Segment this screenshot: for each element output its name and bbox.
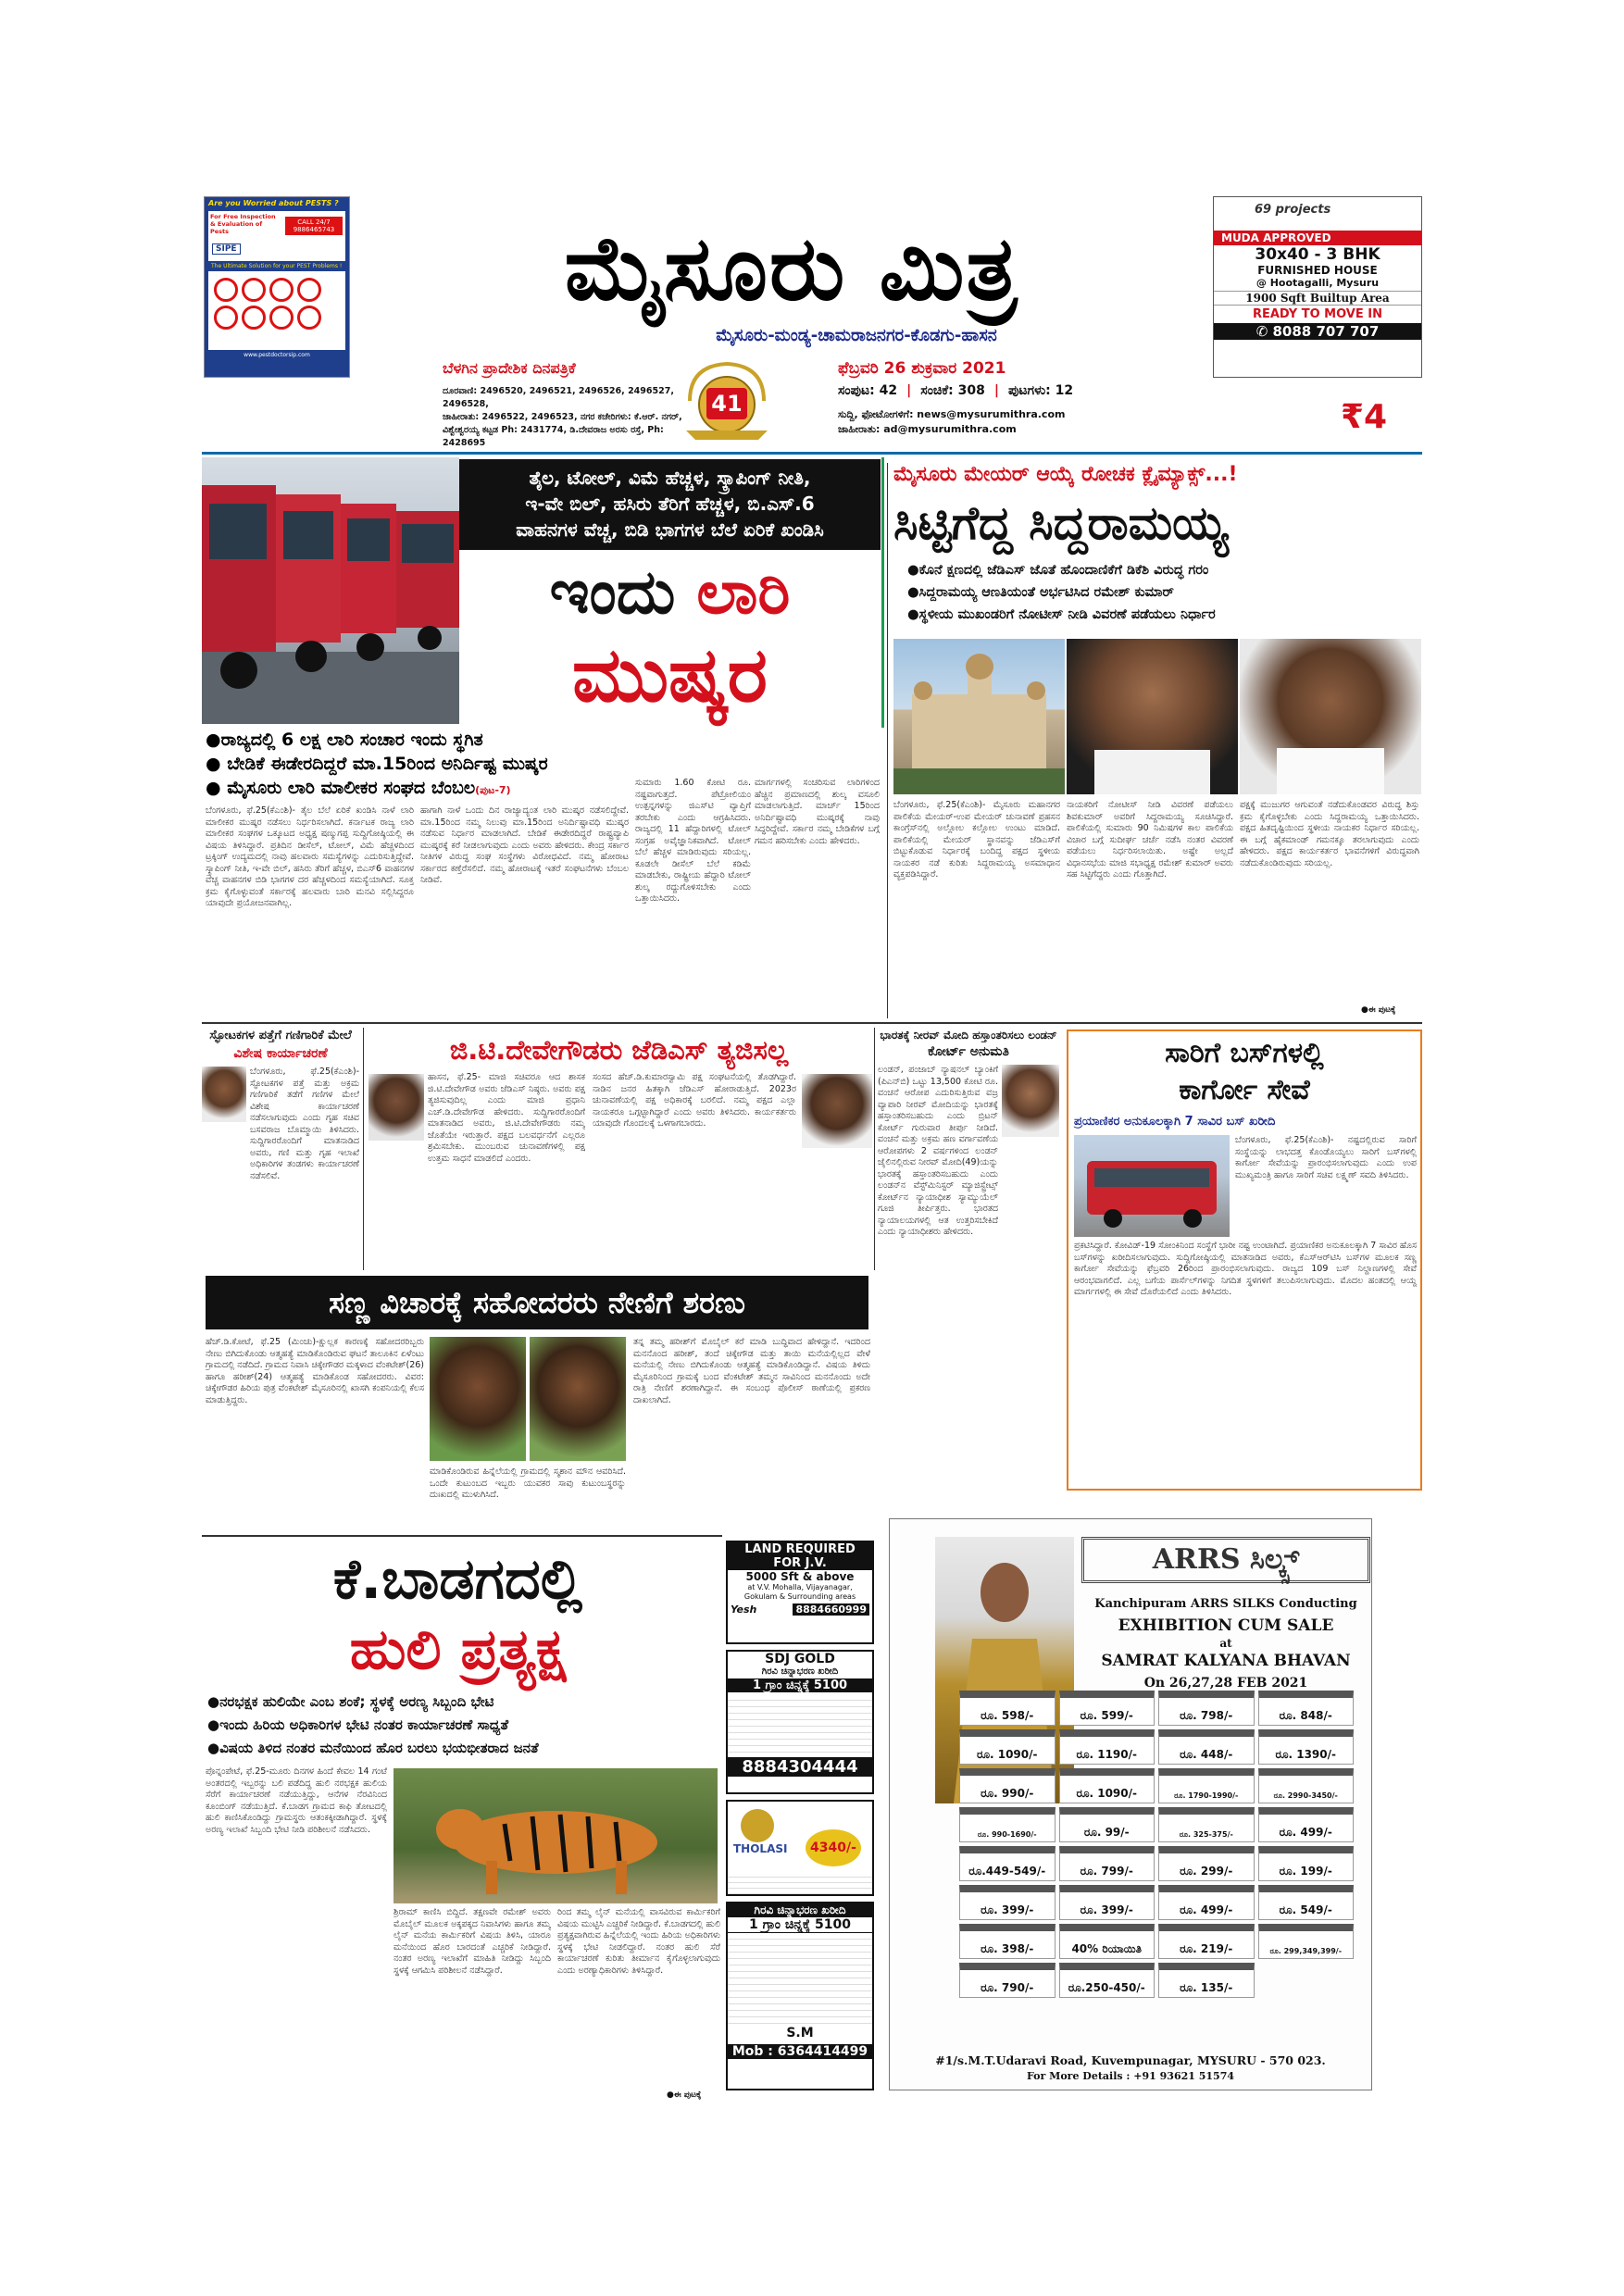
page-count: ಪುಟಗಳು: 12 [1008, 383, 1074, 398]
mining-headline: ವಿಶೇಷ ಕಾರ್ಯಾಚರಣೆ [233, 1046, 328, 1061]
arrs-price-grid [959, 1691, 1354, 2005]
ad-tholasi-price: 4340/- [806, 1829, 861, 1866]
no-pest-icon [269, 306, 294, 330]
masthead-date: ಫೆಬ್ರವರಿ 26 ಶುಕ್ರವಾರ 2021 [838, 359, 1006, 378]
arrs-price-cell: ರೂ. 399/- [959, 1885, 1056, 1920]
price: ₹4 [1341, 398, 1388, 436]
mining-body: ಬೆಂಗಳೂರು, ಫೆ.25(ಕೆಎಂಶಿ)- ಸ್ಫೋಟಕಗಳ ಪತ್ತೆ ಮತ್ತು ಅಕ್ರಮ ಗಣಿಗಾರಿಕೆ ತಡೆಗೆ ಗಣಿಗಳ ಮೇಲೆ ವಿಶೇಷ ಕಾರ್ಯಾಚರಣೆ ನಡೆಸಲಾಗುವುದು ಎಂದು ಗೃಹ ಸಚಿವ ಬಸವರಾಜ ಬೊಮ್ಮಾಯಿ ತಿಳಿಸಿದರು. ಸುದ್ದಿಗಾರರೊಂದಿಗೆ ಮಾತನಾಡಿದ ಅವರು, ಗಣಿ ಮತ್ತು ಗೃಹ ಇಲಾಖೆ ಅಧಿಕಾರಿಗಳ ತಂಡಗಳು ಕಾರ್ಯಾಚರಣೆ ನಡೆಸಲಿವೆ. [250, 1067, 359, 1181]
arrs-price-cell: ರೂ. 549/- [1258, 1885, 1355, 1920]
no-pest-icon [297, 306, 321, 330]
hd-devegowda-photo [802, 1074, 872, 1148]
row-divider [202, 1535, 722, 1537]
arrs-price-cell: ರೂ. 219/- [1158, 1924, 1255, 1959]
arrs-price-cell: ರೂ. 99/- [1059, 1807, 1156, 1842]
tiger-bullet-2: ●ಇಂದು ಹಿರಿಯ ಅಧಿಕಾರಿಗಳ ಭೇಟಿ ನಂತರ ಕಾರ್ಯಾಚರಣೆ ಸಾಧ್ಯತೆ [207, 1716, 509, 1733]
lorry-bullet-3-ref: (ಪುಟ-7) [475, 784, 511, 796]
arrs-price-cell: 40% ರಿಯಾಯಿತಿ [1059, 1924, 1156, 1959]
arrs-contact: For More Details : +91 93621 51574 [1026, 2070, 1235, 2082]
ad-land-line1: LAND REQUIRED [728, 1542, 872, 1556]
gt-headline: ಜಿ.ಟಿ.ದೇವೇಗೌಡರು ಜೆಡಿಎಸ್ ತ್ಯಜಿಸಲ್ಲ [449, 1034, 789, 1066]
issue-number: ಸಂಚಿಕೆ: 308 [920, 383, 985, 398]
arrs-line2: EXHIBITION CUM SALE [1118, 1616, 1334, 1635]
ad-tholasi-logo [741, 1809, 774, 1842]
lorry-bullet-1: ●ರಾಜ್ಯದಲ್ಲಿ 6 ಲಕ್ಷ ಲಾರಿ ಸಂಚಾರ ಇಂದು ಸ್ಥಗಿತ [206, 730, 483, 750]
bus-photo [1074, 1135, 1230, 1237]
ad-pest-site: www.pestdoctorsip.com [244, 352, 310, 358]
nirav-modi-photo [1002, 1065, 1059, 1137]
masthead-subtitle: ಮೈಸೂರು-ಮಂಡ್ಯ-ಚಾಮರಾಜನಗರ-ಕೊಡಗು-ಹಾಸನ [716, 326, 997, 345]
arrs-line3: at [1219, 1637, 1232, 1650]
modi-kicker: ಭಾರತಕ್ಕೆ ನೀರವ್ ಮೋದಿ ಹಸ್ತಾಂತರಿಸಲು ಲಂಡನ್ [880, 1029, 1057, 1042]
ad-pest-control [204, 196, 350, 378]
lorry-body-col4: ಮಾರ್ಗಗಳಲ್ಲಿ ಸಂಚರಿಸುವ ಲಾರಿಗಳಿಂದ ಹೆಚ್ಚಿನ ಪ್ರಮಾಣದಲ್ಲಿ ಶುಲ್ಕ ವಸೂಲಿ ಮಾಡಲಾಗುತ್ತಿದೆ. ಮಾರ್ಚ್ 15ರಿಂದ ಅನಿರ್ದಿಷ್ಟಾವಧಿ ಮುಷ್ಕರಕ್ಕೆ ನಾವು ಸಿದ್ಧರಿದ್ದೇವೆ. ಸರ್ಕಾರ ನಮ್ಮ ಬೇಡಿಕೆಗಳ ಬಗ್ಗೆ ಗಮನ ಹರಿಸಬೇಕು ಎಂದು ಹೇಳಿದರು. [755, 778, 880, 846]
siddaramaiah-body-col2: ನಾಯಕರಿಗೆ ನೋಟೀಸ್ ನೀಡಿ ವಿವರಣೆ ಪಡೆಯಲು ಶಿವಕುಮಾರ್ ಅವರಿಗೆ ಸಿದ್ದರಾಮಯ್ಯ ಸೂಚಿಸಿದ್ದಾರೆ. ಪಾಲಿಕೆಯಲ್ಲಿ ಸುಮಾರು 90 ನಿಮಿಷಗಳ ಕಾಲ ಪಾಲಿಕೆಯ ವಿಚಾರ ಬಗ್ಗೆ ಸುದೀರ್ಘ ಚರ್ಚೆ ನಡೆಸಿ ನಂತರ ವಿವರಣೆ ಪಡೆಯಲು ನಿರ್ಧರಿಸಲಾಯಿತು. ಅಷ್ಟೇ ಅಲ್ಲದೆ ವಿಧಾನಸಭೆಯ ಮಾಜಿ ಸಭಾಧ್ಯಕ್ಷ ರಮೇಶ್ ಕುಮಾರ್ ಅವರು ಸಹ ಸಿಟ್ಟಿಗೆದ್ದರು ಎಂದು ಗೊತ್ತಾಗಿದೆ. [1067, 800, 1233, 880]
tiger-body-col2: ಶ್ರಿರಾಮ್ ಕಾಣಿಸಿ ಬಿದ್ದಿದೆ. ತಕ್ಷಣವೇ ರಮೇಶ್ ಅವರು ಮೊಬೈಲ್ ಮೂಲಕ ಅಕ್ಕಪಕ್ಕದ ನಿವಾಸಿಗಳು ಹಾಗೂ ತಮ್ಮ ಲೈನ್ ಮನೆಯ ಕಾರ್ಮಿಕರಿಗೆ ವಿಷಯ ತಿಳಿಸಿ, ಯಾರೂ ಮನೆಯಿಂದ ಹೊರ ಬಾರದಂತೆ ಎಚ್ಚರಿಕೆ ನೀಡಿದ್ದಾರೆ. ನಂತರ ಅರಣ್ಯ ಇಲಾಖೆಗೆ ಮಾಹಿತಿ ನೀಡಿದ್ದು ಸಿಬ್ಬಂದಿ ಸ್ಥಳಕ್ಕೆ ಆಗಮಿಸಿ ಪರಿಶೀಲನೆ ನಡೆಸಿದ್ದಾರೆ. [394, 1907, 551, 1976]
ad-gold2-line1: ಗಿರವಿ ಚಿನ್ನಾಭರಣ ಖರೀದಿ [728, 1903, 872, 1917]
dk-shivakumar-photo [1067, 639, 1238, 794]
ad-69-furnished: FURNISHED HOUSE [1257, 264, 1378, 277]
bus-headline [1072, 1035, 1417, 1109]
ad-pest-brand: SIPE [212, 243, 241, 255]
bus-body-col1: ಬೆಂಗಳೂರು, ಫೆ.25(ಕೆಎಂಶಿ)- ನಷ್ಟದಲ್ಲಿರುವ ಸಾರಿಗೆ ಸಂಸ್ಥೆಯನ್ನು ಲಾಭದತ್ತ ಕೊಂಡೊಯ್ಯಲು ಸಾರಿಗೆ ಬಸ್‌ಗಳಲ್ಲಿ ಕಾರ್ಗೋ ಸೇವೆಯನ್ನು ಪ್ರಾರಂಭಿಸಲಾಗುವುದು ಎಂದು ಉಪ ಮುಖ್ಯಮಂತ್ರಿ ಹಾಗೂ ಸಾರಿಗೆ ಸಚಿವ ಲಕ್ಷ್ಮಣ್ ಸವದಿ ತಿಳಿಸಿದರು. [1235, 1135, 1417, 1180]
ad-sdj-phone: 8884304444 [728, 1757, 872, 1777]
lorry-headline-part1: ಇಂದು [549, 556, 676, 628]
ad-pest-line1: Are you Worried about PESTS ? [208, 199, 339, 207]
mining-kicker: ಸ್ಫೋಟಕಗಳ ಪತ್ತೆಗೆ ಗಣಿಗಾರಿಕೆ ಮೇಲೆ [209, 1029, 352, 1042]
arrs-price-cell: ರೂ. 399/- [1059, 1885, 1156, 1920]
column-divider [887, 463, 888, 1018]
no-pest-icon [214, 278, 238, 302]
lorry-kicker-line1: ತೈಲ, ಟೋಲ್, ವಿಮೆ ಹೆಚ್ಚಳ, ಸ್ಕ್ರಾಪಿಂಗ್ ನೀತಿ, [529, 467, 811, 489]
lorry-photo [202, 457, 459, 724]
tiger-headline-line1: ಕೆ.ಬಾಡಗದಲ್ಲಿ [332, 1547, 583, 1612]
volume: ಸಂಪುಟ: 42 [838, 383, 898, 398]
ad-69-brand: 69 projects [1255, 203, 1331, 217]
venkatesh-photo [430, 1337, 526, 1461]
ad-69-approved: MUDA APPROVED [1214, 231, 1421, 245]
arrs-price-cell: ರೂ. 799/- [1059, 1846, 1156, 1881]
no-pest-icon [242, 278, 266, 302]
ad-69-area: 1900 Sqft Builtup Area [1214, 291, 1421, 306]
ad-sdj-line3: 1 ಗ್ರಾಂ ಚಿನ್ನಕ್ಕೆ 5100 [728, 1678, 872, 1692]
masthead-title: ಮೈಸೂರು ಮಿತ್ರ [564, 217, 1019, 320]
arrs-price-cell: ರೂ. 599/- [1059, 1691, 1156, 1726]
masthead-tagline: ಬೆಳಗಿನ ಪ್ರಾದೇಶಿಕ ದಿನಪತ್ರಿಕೆ [443, 359, 576, 377]
arrs-line4: SAMRAT KALYANA BHAVAN [1101, 1652, 1351, 1670]
palace-photo [893, 639, 1065, 794]
arrs-price-cell: ರೂ. 299/- [1158, 1846, 1255, 1881]
arrs-price-cell: ರೂ. 598/- [959, 1691, 1056, 1726]
ad-pest-tagline: The Ultimate Solution for your PEST Problems ! [208, 261, 345, 271]
bus-headline-line1: ಸಾರಿಗೆ ಬಸ್‌ಗಳಲ್ಲಿ [1165, 1037, 1324, 1069]
phones-line1: ದೂರವಾಣಿ: 2496520, 2496521, 2496526, 2496527, 2496528, [443, 386, 674, 409]
anniversary-number: 41 [706, 388, 747, 419]
ad-69-size: 30x40 - 3 BHK [1255, 245, 1380, 264]
brothers-headline: ಸಣ್ಣ ವಿಚಾರಕ್ಕೆ ಸಹೋದರರು ನೇಣಿಗೆ ಶರಣು [206, 1276, 868, 1329]
ad-gold2-line2: 1 ಗ್ರಾಂ ಚಿನ್ನಕ್ಕೆ 5100 [728, 1917, 872, 1933]
no-pest-icon [214, 306, 238, 330]
ad-sdj-gold [726, 1650, 874, 1794]
tiger-body-col1: ಪೊನ್ನಂಪೇಟೆ, ಫೆ.25-ಮೂರು ದಿನಗಳ ಹಿಂದೆ ಕೇವಲ 14 ಗಂಟೆ ಅಂತರದಲ್ಲಿ ಇಬ್ಬರನ್ನು ಬಲಿ ಪಡೆದಿದ್ದ ಹುಲಿ ನರಭಕ್ಷಕ ಹುಲಿಯ ಸೆರೆಗೆ ಕಾರ್ಯಾಚರಣೆ ನಡೆಯುತ್ತಿದ್ದು, ಆನೆಗಳ ನೆರವಿನಿಂದ ಕೂಂಬಿಂಗ್ ನಡೆಯುತ್ತಿದೆ. ಕೆ.ಬಾಡಗ ಗ್ರಾಮದ ಕಾಫಿ ತೋಟದಲ್ಲಿ ಹುಲಿ ಕಾಣಿಸಿಕೊಂಡಿದ್ದು ಗ್ರಾಮಸ್ಥರು ಆತಂಕಕ್ಕೀಡಾಗಿದ್ದಾರೆ. ಸ್ಥಳಕ್ಕೆ ಅರಣ್ಯ ಇಲಾಖೆ ಸಿಬ್ಬಂದಿ ಭೇಟಿ ನೀಡಿ ಪರಿಶೀಲನೆ ನಡೆಸಿದರು. [206, 1766, 387, 1835]
tiger-headline-line2: ಹುಲಿ ಪ್ರತ್ಯಕ್ಷ [349, 1617, 567, 1682]
arrs-price-cell: ರೂ.250-450/- [1059, 1963, 1156, 1998]
harish-photo [530, 1337, 626, 1461]
arrs-price-cell: ರೂ. 299,349,399/- [1258, 1924, 1355, 1959]
arrs-price-cell: ರೂ. 135/- [1158, 1963, 1255, 1998]
ad-land-line3: 5000 Sft & above [745, 1570, 855, 1583]
arrs-price-cell: ರೂ. 199/- [1258, 1846, 1355, 1881]
siddaramaiah-photo [1240, 639, 1421, 794]
gt-body-col1: ಹಾಸನ, ಫೆ.25- ಮಾಜಿ ಸಚಿವರೂ ಆದ ಶಾಸಕ ಜಿ.ಟಿ.ದೇವೇಗೌಡ ಅವರು ಜೆಡಿಎಸ್ ನಿಷ್ಠರು. ಅವರು ಪಕ್ಷ ತ್ಯಜಿಸುವುದಿಲ್ಲ ಎಂದು ಮಾಜಿ ಪ್ರಧಾನಿ ಎಚ್.ಡಿ.ದೇವೇಗೌಡ ಹೇಳಿದರು. ಸುದ್ದಿಗಾರರೊಂದಿಗೆ ಮಾತನಾಡಿದ ಅವರು, ಜಿ.ಟಿ.ದೇವೇಗೌಡರು ನಮ್ಮ ಜೊತೆಯೇ ಇರುತ್ತಾರೆ. ಪಕ್ಷದ ಬಲವರ್ಧನೆಗೆ ಎಲ್ಲರೂ ಶ್ರಮಿಸಬೇಕು. ಮುಂಬರುವ ಚುನಾವಣೆಗಳಲ್ಲಿ ಪಕ್ಷ ಉತ್ತಮ ಸಾಧನೆ ಮಾಡಲಿದೆ ಎಂದರು. [428, 1072, 585, 1164]
arrs-price-cell: ರೂ. 1090/- [1059, 1768, 1156, 1803]
siddaramaiah-body-col3: ಪಕ್ಷಕ್ಕೆ ಮುಜುಗರ ಆಗುವಂತೆ ನಡೆದುಕೊಂಡವರ ವಿರುದ್ಧ ಶಿಸ್ತು ಕ್ರಮ ಕೈಗೊಳ್ಳಬೇಕು ಎಂದು ಸಿದ್ದರಾಮಯ್ಯ ಒತ್ತಾಯಿಸಿದರು. ಪಕ್ಷದ ಹಿತದೃಷ್ಟಿಯಿಂದ ಸ್ಥಳೀಯ ನಾಯಕರ ನಿರ್ಧಾರ ಸರಿಯಲ್ಲ. ಈ ಬಗ್ಗೆ ಹೈಕಮಾಂಡ್ ಗಮನಕ್ಕೂ ತರಲಾಗುವುದು ಎಂದು ಹೇಳಿದರು. ಪಕ್ಷದ ಕಾರ್ಯಕರ್ತರ ಭಾವನೆಗಳಿಗೆ ವಿರುದ್ಧವಾಗಿ ನಡೆದುಕೊಂಡಿರುವುದು ಸರಿಯಲ್ಲ. [1240, 800, 1419, 868]
ad-pest-line2: For Free Inspection & Evaluation of Pests [210, 213, 276, 235]
ad-gold-purchase [726, 1902, 874, 2090]
arrs-brand: ARRS ಸಿಲ್ಕ್ಸ್ [1081, 1537, 1370, 1583]
modi-headline: ಕೋರ್ಟ್ ಅನುಮತಿ [928, 1044, 1009, 1059]
gt-devegowda-photo [369, 1074, 424, 1141]
brothers-body-col1: ಹೆಚ್.ಡಿ.ಕೋಟೆ, ಫೆ.25 (ಮಿಂಚು)-ಕ್ಷುಲ್ಲಕ ಕಾರಣಕ್ಕೆ ಸಹೋದರರಿಬ್ಬರು ನೇಣು ಬಿಗಿದುಕೊಂಡು ಆತ್ಮಹತ್ಯೆ ಮಾಡಿಕೊಂಡಿರುವ ಘಟನೆ ತಾಲೂಕಿನ ಏಳೆಂಟು ಗ್ರಾಮದಲ್ಲಿ ನಡೆದಿದೆ. ಗ್ರಾಮದ ನಿವಾಸಿ ಚಿಕ್ಕೇಗೌಡರ ಮಕ್ಕಳಾದ ವೆಂಕಟೇಶ್(26) ಹಾಗೂ ಹರೀಶ್(24) ಆತ್ಮಹತ್ಯೆ ಮಾಡಿಕೊಂಡ ಸಹೋದರರು. ವಿವರ: ಚಿಕ್ಕೇಗೌಡರ ಹಿರಿಯ ಪುತ್ರ ವೆಂಕಟೇಶ್ ಮೈಸೂರಿನಲ್ಲಿ ಖಾಸಗಿ ಕಂಪನಿಯಲ್ಲಿ ಕೆಲಸ ಮಾಡುತ್ತಿದ್ದರು. [206, 1337, 424, 1405]
arrs-price-cell: ರೂ. 790/- [959, 1963, 1056, 1998]
contact-emails [838, 407, 1134, 437]
no-pest-icon [242, 306, 266, 330]
siddaramaiah-body-col1: ಬೆಂಗಳೂರು, ಫೆ.25(ಕೆಎಂಶಿ)- ಮೈಸೂರು ಮಹಾನಗರ ಪಾಲಿಕೆಯ ಮೇಯರ್-ಉಪ ಮೇಯರ್ ಚುನಾವಣೆ ಪ್ರಹಸನ ಕಾಂಗ್ರೆಸ್‌ನಲ್ಲಿ ಅಲ್ಲೋಲ ಕಲ್ಲೋಲ ಉಂಟು ಮಾಡಿದೆ. ಪಾಲಿಕೆಯಲ್ಲಿ ಮೇಯರ್ ಸ್ಥಾನವನ್ನು ಜೆಡಿಎಸ್‌ಗೆ ಬಿಟ್ಟುಕೊಡುವ ನಿರ್ಧಾರಕ್ಕೆ ಬಂದಿದ್ದ ಪಕ್ಷದ ಸ್ಥಳೀಯ ನಾಯಕರ ನಡೆ ಕುರಿತು ಸಿದ್ದರಾಮಯ್ಯ ಅಸಮಾಧಾನ ವ್ಯಕ್ತಪಡಿಸಿದ್ದಾರೆ. [893, 800, 1060, 880]
row-divider [202, 1022, 1422, 1024]
siddaramaiah-headline: ಸಿಟ್ಟಿಗೆದ್ದ ಸಿದ್ದರಾಮಯ್ಯ [893, 496, 1229, 550]
arrs-price-cell: ರೂ. 1390/- [1258, 1729, 1355, 1765]
arrs-price-cell: ರೂ. 798/- [1158, 1691, 1255, 1726]
lorry-body-col1: ಬೆಂಗಳೂರು, ಫೆ.25(ಕೆಎಂಶಿ)- ತೈಲ ಬೆಲೆ ಏರಿಕೆ ಖಂಡಿಸಿ ನಾಳೆ ಲಾರಿ ಮಾಲೀಕರ ಮುಷ್ಕರ ನಡೆಸಲು ನಿರ್ಧರಿಸಲಾಗಿದೆ. ಕರ್ನಾಟಕ ರಾಜ್ಯ ಲಾರಿ ಮಾಲೀಕರ ಸಂಘಗಳ ಒಕ್ಕೂಟದ ಅಧ್ಯಕ್ಷ ಷಣ್ಮುಗಪ್ಪ ಸುದ್ದಿಗೋಷ್ಠಿಯಲ್ಲಿ ಈ ವಿಷಯ ತಿಳಿಸಿದ್ದಾರೆ. ಪ್ರತಿದಿನ ಡೀಸೆಲ್, ಟೋಲ್, ವಿಮೆ ಹೆಚ್ಚಳದಿಂದ ಟ್ರಕ್ಕಿಂಗ್ ಉದ್ಯಮದಲ್ಲಿ ನಾವು ಹಲವಾರು ಸಮಸ್ಯೆಗಳನ್ನು ಎದುರಿಸುತ್ತಿದ್ದೇವೆ. ಸ್ಕ್ರಾಪಿಂಗ್ ನೀತಿ, ಇ-ವೇ ಬಿಲ್, ಹಸಿರು ತೆರಿಗೆ ಹೆಚ್ಚಳ, ಬಿಎಸ್6 ವಾಹನಗಳ ವೆಚ್ಚ ವಾಹನಗಳ ಬಿಡಿ ಭಾಗಗಳ ದರ ಹೆಚ್ಚಳದಿಂದ ಸಮಸ್ಯೆಯಾಗಿದೆ. ಸೂಕ್ತ ಕ್ರಮ ಕೈಗೊಳ್ಳುವಂತೆ ಸರ್ಕಾರಕ್ಕೆ ಹಲವಾರು ಬಾರಿ ಮನವಿ ಸಲ್ಲಿಸಿದ್ದರೂ ಯಾವುದೇ ಪ್ರಯೋಜನವಾಗಿಲ್ಲ. [206, 805, 414, 908]
bus-body-col2: ಪ್ರಕಟಿಸಿದ್ದಾರೆ. ಕೋವಿಡ್-19 ಸೋಂಕಿನಿಂದ ಸಂಸ್ಥೆಗೆ ಭಾರೀ ನಷ್ಟ ಉಂಟಾಗಿದೆ. ಪ್ರಯಾಣಿಕರ ಅನುಕೂಲಕ್ಕಾಗಿ 7 ಸಾವಿರ ಹೊಸ ಬಸ್‌ಗಳನ್ನು ಖರೀದಿಸಲಾಗುವುದು. ಸುದ್ದಿಗೋಷ್ಠಿಯಲ್ಲಿ ಮಾತನಾಡಿದ ಅವರು, ಕೆಎಸ್‌ಆರ್‌ಟಿಸಿ ಬಸ್‌ಗಳ ಮೂಲಕ ಸಣ್ಣ ಕಾರ್ಗೋ ಸೇವೆಯನ್ನು ಫೆಬ್ರವರಿ 26ರಿಂದ ಪ್ರಾರಂಭಿಸಲಾಗುವುದು. ರಾಜ್ಯದ 109 ಬಸ್ ನಿಲ್ದಾಣಗಳಲ್ಲಿ ಸೇವೆ ಆರಂಭವಾಗಲಿದೆ. ಎಲ್ಲ ಬಗೆಯ ಪಾರ್ಸೆಲ್‌ಗಳನ್ನು ನಿಗದಿತ ಸ್ಥಳಗಳಿಗೆ ತಲುಪಿಸಲಾಗುವುದು. ಮೊದಲ ಹಂತದಲ್ಲಿ ಆಯ್ದ ಮಾರ್ಗಗಳಲ್ಲಿ ಈ ಸೇವೆ ದೊರೆಯಲಿದೆ ಎಂದು ತಿಳಿಸಿದರು. [1074, 1241, 1417, 1297]
email-ads: ಜಾಹೀರಾತು: ad@mysurumithra.com [838, 423, 1017, 435]
lorry-bullet-2: ● ಬೇಡಿಕೆ ಈಡೇರದಿದ್ದರೆ ಮಾ.15ರಿಂದ ಅನಿರ್ದಿಷ್ಟ ಮುಷ್ಕರ [206, 754, 548, 774]
column-divider [874, 1028, 875, 1270]
arrs-price-cell: ರೂ. 499/- [1258, 1807, 1355, 1842]
ad-land-line2: FOR J.V. [728, 1556, 872, 1570]
lorry-kicker-line2: ಇ-ವೇ ಬಿಲ್, ಹಸಿರು ತೆರಿಗೆ ಹೆಚ್ಚಳ, ಬಿ.ಎಸ್.6 [525, 493, 815, 515]
arrs-price-cell: ರೂ. 1190/- [1059, 1729, 1156, 1765]
contact-phones [443, 385, 693, 450]
arrs-price-cell: ರೂ. 990-1690/- [959, 1807, 1056, 1842]
lorry-headline-rule [881, 457, 884, 728]
tiger-body-col3: ರಿಂದ ತಮ್ಮ ಲೈನ್ ಮನೆಯಲ್ಲಿ ವಾಸವಿರುವ ಕಾರ್ಮಿಕರಿಗೆ ವಿಷಯ ಮುಟ್ಟಿಸಿ ಎಚ್ಚರಿಕೆ ನೀಡಿದ್ದಾರೆ. ಕೆ.ಬಾಡಗದಲ್ಲಿ ಹುಲಿ ಪ್ರತ್ಯಕ್ಷವಾಗಿರುವ ಹಿನ್ನೆಲೆಯಲ್ಲಿ ಇಂದು ಹಿರಿಯ ಅಧಿಕಾರಿಗಳು ಸ್ಥಳಕ್ಕೆ ಭೇಟಿ ನೀಡಲಿದ್ದಾರೆ. ನಂತರ ಹುಲಿ ಸೆರೆ ಕಾರ್ಯಾಚರಣೆ ಕುರಿತು ತೀರ್ಮಾನ ಕೈಗೊಳ್ಳಲಾಗುವುದು ಎಂದು ಅರಣ್ಯಾಧಿಕಾರಿಗಳು ತಿಳಿಸಿದ್ದಾರೆ. [557, 1907, 720, 1976]
ad-land-brand: Yesh [731, 1603, 757, 1616]
bommai-photo [202, 1067, 246, 1122]
anniversary-emblem [681, 356, 773, 444]
bus-subhead: ಪ್ರಯಾಣಿಕರ ಅನುಕೂಲಕ್ಕಾಗಿ 7 ಸಾವಿರ ಬಸ್ ಖರೀದಿ [1074, 1115, 1276, 1129]
tiger-photo [394, 1768, 718, 1903]
ad-pest-call: CALL 24/7 [297, 218, 331, 226]
tiger-bullet-1: ●ನರಭಕ್ಷಕ ಹುಲಿಯೇ ಎಂಬ ಶಂಕೆ; ಸ್ಥಳಕ್ಕೆ ಅರಣ್ಯ ಸಿಬ್ಬಂದಿ ಭೇಟಿ [207, 1693, 494, 1710]
ad-tholasi-brand: THOLASI [733, 1842, 788, 1855]
arrs-text [1078, 1594, 1374, 1694]
separator: | [906, 383, 912, 398]
ad-land-phone: 8884660999 [793, 1603, 869, 1616]
tiger-headline [206, 1544, 710, 1685]
phones-line3: ವಿಶ್ವೇಶ್ವರಯ್ಯ ಕಟ್ಟಡ Ph: 2431774, ಡಿ.ದೇವರಾಜ ಅರಸು ರಸ್ತೆ, Ph: 2428695 [443, 425, 664, 448]
siddaramaiah-bullet-2: ●ಸಿದ್ದರಾಮಯ್ಯ ಆಣತಿಯಂತೆ ಅರ್ಭಟಿಸಿದ ರಮೇಶ್ ಕುಮಾರ್ [907, 585, 1174, 600]
siddaramaiah-bullets [907, 559, 1421, 626]
ad-gold2-phone: Mob : 6364414499 [728, 2044, 872, 2059]
arrs-price-cell: ರೂ. 499/- [1158, 1885, 1255, 1920]
tiger-bullets [207, 1691, 726, 1760]
arrs-line1: Kanchipuram ARRS SILKS Conducting [1094, 1597, 1357, 1611]
ad-69-phone: ✆ 8088 707 707 [1214, 323, 1421, 340]
arrs-price-cell: ರೂ. 1790-1990/- [1158, 1768, 1255, 1803]
lorry-body-col3: ಸುಮಾರು 1.60 ಕೋಟಿ ರೂ. ನಷ್ಟವಾಗುತ್ತದೆ. ಪೆಟ್ರೋಲಿಯಂ ಉತ್ಪನ್ನಗಳನ್ನು ಜಿಎಸ್‌ಟಿ ವ್ಯಾಪ್ತಿಗೆ ತರಬೇಕು ಎಂದು ಆಗ್ರಹಿಸಿದರು. ರಾಜ್ಯದಲ್ಲಿ 11 ಹೆದ್ದಾರಿಗಳಲ್ಲಿ ಟೋಲ್ ಸಂಗ್ರಹ ಅವೈಜ್ಞಾನಿಕವಾಗಿದೆ. ಟೋಲ್ ಬೆಲೆ ಹೆಚ್ಚಳ ಮಾಡಿರುವುದು ಸರಿಯಲ್ಲ. ಕೂಡಲೇ ಡೀಸೆಲ್ ಬೆಲೆ ಕಡಿಮೆ ಮಾಡಬೇಕು, ರಾಷ್ಟ್ರೀಯ ಹೆದ್ದಾರಿ ಟೋಲ್ ಶುಲ್ಕ ರದ್ದುಗೊಳಿಸಬೇಕು ಎಂದು ಒತ್ತಾಯಿಸಿದರು. [635, 778, 751, 904]
ad-sdj-line1: SDJ GOLD [765, 1652, 835, 1666]
column-divider [363, 1028, 364, 1270]
lorry-headline-part2: ಲಾರಿ [696, 556, 791, 628]
ad-sdj-line2: ಗಿರವಿ ಚಿನ್ನಾಭರಣ ಖರೀದಿ [761, 1666, 839, 1677]
modi-body: ಲಂಡನ್, ಪಂಜಾಬ್ ನ್ಯಾಷನಲ್ ಬ್ಯಾಂಕಿಗೆ (ಪಿಎನ್‌ಬಿ) ಒಟ್ಟು 13,500 ಕೋಟಿ ರೂ. ವಂಚನೆ ಆರೋಪ ಎದುರಿಸುತ್ತಿರುವ ವಜ್ರ ವ್ಯಾಪಾರಿ ನೀರವ್ ಮೋದಿಯನ್ನು ಭಾರತಕ್ಕೆ ಹಸ್ತಾಂತರಿಸಬಹುದು ಎಂದು ಬ್ರಿಟನ್ ಕೋರ್ಟ್ ಗುರುವಾರ ತೀರ್ಪು ನೀಡಿದೆ. ವಂಚನೆ ಮತ್ತು ಅಕ್ರಮ ಹಣ ವರ್ಗಾವಣೆಯ ಆರೋಪಗಳು 2 ವರ್ಷಗಳಿಂದ ಲಂಡನ್ ಜೈಲಿನಲ್ಲಿರುವ ನೀರವ್ ಮೋದಿ(49)ಯನ್ನು ಭಾರತಕ್ಕೆ ಹಸ್ತಾಂತರಿಸಬಹುದು ಎಂದು ಲಂಡನ್‌ನ ವೆಸ್ಟ್‌ಮಿನಿಸ್ಟರ್ ಮ್ಯಾಜಿಸ್ಟ್ರೇಟ್ಸ್ ಕೋರ್ಟ್‌ನ ನ್ಯಾಯಾಧೀಶ ಸ್ಯಾಮ್ಯುಯೆಲ್ ಗೂಜಿ ತೀರ್ಪಿತ್ತರು. ಭಾರತದ ನ್ಯಾಯಾಲಯಗಳಲ್ಲಿ ಆತ ಉತ್ತರಿಸಬೇಕಿದೆ ಎಂದು ನ್ಯಾಯಾಧೀಶರು ಹೇಳಿದರು. [878, 1065, 998, 1237]
no-pest-icon [297, 278, 321, 302]
tiger-byline: ●ಈ ಪುಟಕ್ಕೆ [667, 2090, 702, 2100]
gt-body-col2: ಸಂಸದ ಹೆಚ್.ಡಿ.ಕುಮಾರಸ್ವಾಮಿ ಪಕ್ಷ ಸಂಘಟನೆಯಲ್ಲಿ ತೊಡಗಿದ್ದಾರೆ. ನಾಡಿನ ಜನರ ಹಿತಕ್ಕಾಗಿ ಜೆಡಿಎಸ್ ಹೋರಾಡುತ್ತಿದೆ. 2023ರ ಚುನಾವಣೆಯಲ್ಲಿ ಪಕ್ಷ ಅಧಿಕಾರಕ್ಕೆ ಬರಲಿದೆ. ನಮ್ಮ ಪಕ್ಷದ ಎಲ್ಲಾ ನಾಯಕರೂ ಒಗ್ಗಟ್ಟಾಗಿದ್ದಾರೆ ಎಂದು ಅವರು ತಿಳಿಸಿದರು. ಕಾರ್ಯಕರ್ತರು ಯಾವುದೇ ಗೊಂದಲಕ್ಕೆ ಒಳಗಾಗಬಾರದು. [593, 1072, 796, 1129]
ad-69-projects [1213, 196, 1422, 378]
issue-line [838, 383, 1073, 398]
lorry-headline-line2: ಮುಷ್ಕರ [572, 631, 768, 719]
siddaramaiah-bullet-3: ●ಸ್ಥಳೀಯ ಮುಖಂಡರಿಗೆ ನೋಟೀಸ್ ನೀಡಿ ವಿವರಣೆ ಪಡೆಯಲು ನಿರ್ಧಾರ [907, 607, 1216, 622]
lorry-kicker-line3: ವಾಹನಗಳ ವೆಚ್ಚ, ಬಿಡಿ ಭಾಗಗಳ ಬೆಲೆ ಏರಿಕೆ ಖಂಡಿಸಿ [516, 518, 824, 541]
ad-land-line4: at V.V. Mohalla, Vijayanagar, Gokulam & Surrounding areas [743, 1583, 856, 1601]
siddaramaiah-byline: ●ಈ ಪುಟಕ್ಕೆ [1361, 1005, 1396, 1015]
brothers-body-col2: ತನ್ನ ತಮ್ಮ ಹರೀಶ್‌ಗೆ ಮೊಬೈಲ್ ಕರೆ ಮಾಡಿ ಬುದ್ಧಿವಾದ ಹೇಳಿದ್ದಾನೆ. ಇದರಿಂದ ಮನನೊಂದ ಹರೀಶ್, ತಂದೆ ಚಿಕ್ಕೇಗೌಡ ಮತ್ತು ತಾಯಿ ಮನೆಯಲ್ಲಿಲ್ಲದ ವೇಳೆ ಮನೆಯಲ್ಲಿ ನೇಣು ಬಿಗಿದುಕೊಂಡು ಆತ್ಮಹತ್ಯೆ ಮಾಡಿಕೊಂಡಿದ್ದಾನೆ. ವಿಷಯ ತಿಳಿದು ಮೈಸೂರಿನಿಂದ ಗ್ರಾಮಕ್ಕೆ ಬಂದ ವೆಂಕಟೇಶ್ ತಮ್ಮನ ಸಾವಿನಿಂದ ಮನನೊಂದು ಅದೇ ರಾತ್ರಿ ನೇಣಿಗೆ ಶರಣಾಗಿದ್ದಾನೆ. ಈ ಸಂಬಂಧ ಪೊಲೀಸ್ ಠಾಣೆಯಲ್ಲಿ ಪ್ರಕರಣ ದಾಖಲಾಗಿದೆ. [633, 1337, 870, 1405]
ad-69-location: @ Hootagalli, Mysuru [1255, 277, 1380, 289]
ad-pest-phone: 9886465743 [293, 226, 335, 233]
arrs-line5: On 26,27,28 FEB 2021 [1143, 1676, 1308, 1691]
arrs-price-cell: ರೂ. 448/- [1158, 1729, 1255, 1765]
separator: | [993, 383, 999, 398]
lorry-headline [459, 554, 881, 724]
tiger-bullet-3: ●ವಿಷಯ ತಿಳಿದ ನಂತರ ಮನೆಯಿಂದ ಹೊರ ಬರಲು ಭಯಭೀತರಾದ ಜನತೆ [207, 1740, 539, 1756]
email-news: ಸುದ್ದಿ, ಫೋಟೋಗಳಿಗೆ: news@mysurumithra.com [838, 408, 1066, 420]
lorry-body-col2: ಹಾಗಾಗಿ ನಾಳೆ ಒಂದು ದಿನ ರಾಜ್ಯಾದ್ಯಂತ ಲಾರಿ ಮುಷ್ಕರ ನಡೆಸಲಿದ್ದೇವೆ. ಮಾ.15ರಿಂದ ನಮ್ಮ ನಿಲುವು ಮಾ.15ರಿಂದ ಅನಿರ್ದಿಷ್ಟಾವಧಿ ಮುಷ್ಕರ ನಡೆಸುವ ನಿರ್ಧಾರ ಮಾಡಲಾಗಿದೆ. ಬೇಡಿಕೆ ಈಡೇರದಿದ್ದರೆ ರಾಷ್ಟ್ರವ್ಯಾಪಿ ಮುಷ್ಕರಕ್ಕೆ ಕರೆ ನೀಡಲಾಗುವುದು ಎಂದು ಅವರು ಹೇಳಿದರು. ಕೇಂದ್ರ ಸರ್ಕಾರ ನೀತಿಗಳ ವಿರುದ್ಧ ಸಂಘ ಸಂಸ್ಥೆಗಳು ವಿರೋಧವಿದೆ. ನಮ್ಮ ಹೋರಾಟ ಸರ್ಕಾರದ ಕಣ್ತೆರೆಸಲಿದೆ. ನಮ್ಮ ಹೋರಾಟಕ್ಕೆ ಇತರೆ ಸಂಘಟನೆಗಳು ಬೆಂಬಲ ನೀಡಿವೆ. [420, 805, 629, 885]
bus-headline-line2: ಕಾರ್ಗೋ ಸೇವೆ [1179, 1074, 1310, 1106]
brothers-body-col3: ಮಾಡಿಕೊಂಡಿರುವ ಹಿನ್ನೆಲೆಯಲ್ಲಿ ಗ್ರಾಮದಲ್ಲಿ ಸ್ಮಶಾನ ಮೌನ ಆವರಿಸಿದೆ. ಒಂದೇ ಕುಟುಂಬದ ಇಬ್ಬರು ಯುವಕರ ಸಾವು ಕುಟುಂಬಸ್ಥರನ್ನು ದುಃಖದಲ್ಲಿ ಮುಳುಗಿಸಿದೆ. [430, 1466, 626, 1500]
arrs-price-cell: ರೂ. 325-375/- [1158, 1807, 1255, 1842]
lorry-kicker [459, 459, 881, 550]
phones-line2: ಜಾಹೀರಾತು: 2496522, 2496523, ನಗರ ಕಚೇರಿಗಳು: ಕೆ.ಆರ್. ನಗರ್, [443, 412, 682, 422]
siddaramaiah-bullet-1: ●ಕೊನೆ ಕ್ಷಣದಲ್ಲಿ ಜೆಡಿಎಸ್ ಜೊತೆ ಹೊಂದಾಣಿಕೆಗೆ ಡಿಕೆಶಿ ವಿರುದ್ಧ ಗರಂ [907, 563, 1209, 578]
ad-gold2-brand: S.M [786, 2026, 814, 2040]
arrs-price-cell: ರೂ. 848/- [1258, 1691, 1355, 1726]
masthead-rule [202, 452, 1422, 455]
modi-story [878, 1028, 1059, 1495]
arrs-price-cell: ರೂ. 2990-3450/- [1258, 1768, 1355, 1803]
arrs-price-cell: ರೂ.449-549/- [959, 1846, 1056, 1881]
arrs-price-cell: ರೂ. 398/- [959, 1924, 1056, 1959]
ad-land-required [726, 1541, 874, 1644]
mining-story [202, 1028, 359, 1273]
ad-tholasi [726, 1800, 874, 1896]
mayor-kicker: ಮೈಸೂರು ಮೇಯರ್ ಆಯ್ಕೆ ರೋಚಕ ಕ್ಲೈಮ್ಯಾಕ್ಸ್...! [893, 463, 1238, 486]
arrs-address: #1/s.M.T.Udaravi Road, Kuvempunagar, MYSURU - 570 023. [935, 2053, 1326, 2067]
no-pest-icon [269, 278, 294, 302]
lorry-bullet-3-text: ● ಮೈಸೂರು ಲಾರಿ ಮಾಲೀಕರ ಸಂಘದ ಬೆಂಬಲ [206, 778, 476, 798]
arrs-price-cell: ರೂ. 1090/- [959, 1729, 1056, 1765]
ad-69-ready: READY TO MOVE IN [1252, 307, 1382, 321]
arrs-price-cell: ರೂ. 990/- [959, 1768, 1056, 1803]
